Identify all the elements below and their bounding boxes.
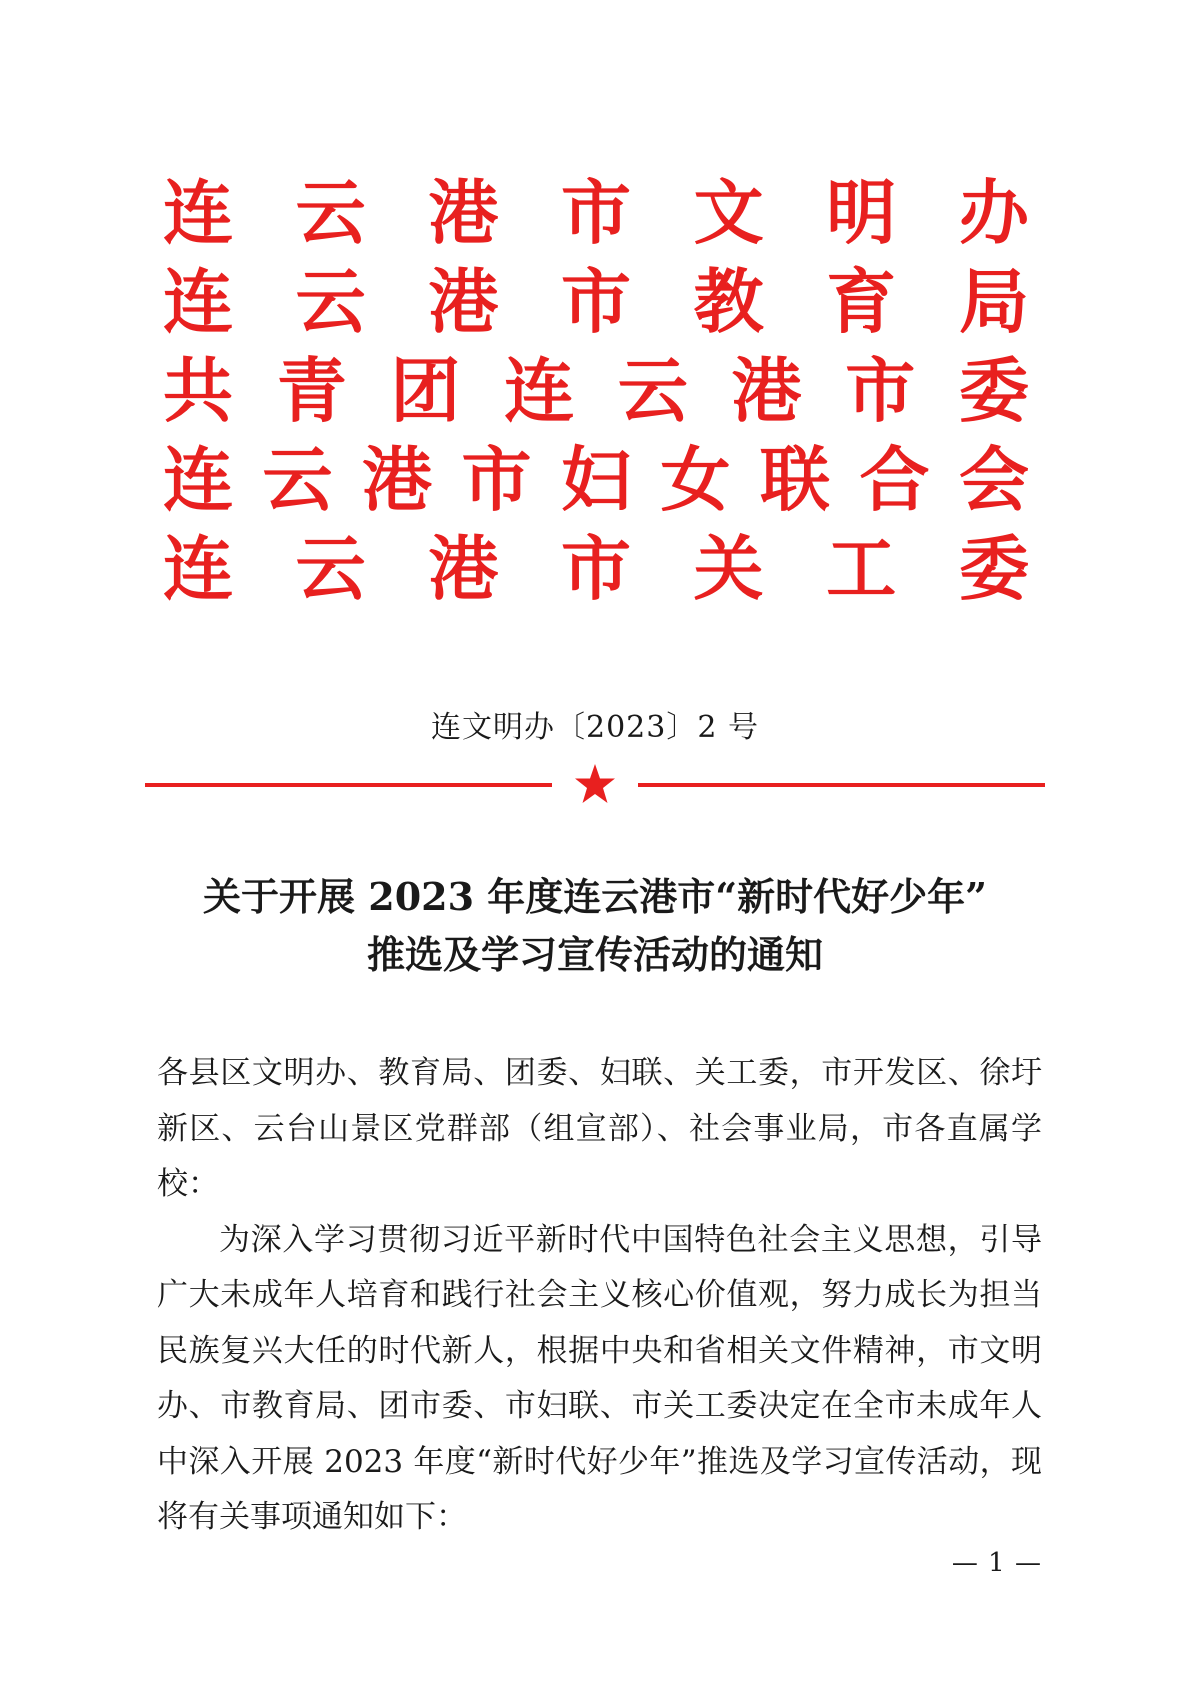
issuer-char: 港 [362, 438, 432, 521]
issuer-char: 连 [163, 171, 233, 254]
issuer-char: 团 [390, 349, 461, 432]
issuer-row [163, 524, 1029, 613]
issuer-char: 女 [660, 438, 731, 521]
issuer-char: 明 [826, 171, 897, 254]
issuer-char: 港 [428, 527, 499, 610]
issuer-char: 连 [504, 349, 575, 432]
title-line-1: 关于开展 2023 年度连云港市“新时代好少年” [203, 874, 987, 919]
issuer-char: 云 [295, 260, 366, 343]
divider-line-right [638, 783, 1045, 787]
issuer-char: 连 [163, 438, 233, 521]
issuer-char: 工 [826, 527, 897, 610]
issuer-char: 云 [617, 349, 688, 432]
issuer-char: 合 [859, 438, 930, 521]
issuer-char: 会 [959, 438, 1029, 521]
issuer-row [163, 168, 1029, 257]
issuer-char: 连 [163, 527, 233, 610]
issuer-char: 教 [693, 260, 764, 343]
issuer-char: 局 [958, 260, 1029, 343]
issuer-char: 市 [560, 171, 631, 254]
issuer-char: 委 [958, 527, 1029, 610]
recipients: 各县区文明办、教育局、团委、妇联、关工委，市开发区、徐圩新区、云台山景区党群部（组宣部）、社会事业局，市各直属学校： [157, 1055, 1042, 1202]
issuer-char: 云 [295, 171, 366, 254]
issuer-char: 云 [262, 438, 333, 521]
issuer-char: 云 [295, 527, 366, 610]
title-line-2: 推选及学习宣传活动的通知 [366, 932, 823, 977]
issuer-char: 育 [826, 260, 897, 343]
issuer-row [163, 435, 1029, 524]
issuer-char: 市 [461, 438, 532, 521]
issuer-row [163, 257, 1029, 346]
star-icon [573, 762, 617, 806]
issuer-char: 港 [428, 260, 499, 343]
issuer-char: 联 [760, 438, 830, 521]
document-body [157, 1046, 1042, 1546]
document-title [0, 868, 1190, 984]
issuer-char: 关 [693, 527, 764, 610]
issuer-char: 港 [428, 171, 499, 254]
issuer-char: 市 [560, 260, 631, 343]
issuer-row [163, 346, 1029, 435]
issuer-char: 共 [163, 349, 233, 432]
issuer-char: 港 [731, 349, 802, 432]
document-number: 连文明办〔2023〕2 号 [431, 710, 759, 745]
issuer-char: 妇 [561, 438, 631, 521]
issuer-char: 青 [276, 349, 347, 432]
issuer-char: 委 [958, 349, 1029, 432]
issuer-char: 文 [693, 171, 764, 254]
issuer-char: 连 [163, 260, 233, 343]
issuing-authorities [163, 168, 1029, 613]
page-number: — 1 — [951, 1548, 1042, 1578]
issuer-char: 市 [845, 349, 916, 432]
issuer-char: 办 [958, 171, 1029, 254]
red-divider [145, 770, 1045, 810]
body-paragraph: 为深入学习贯彻习近平新时代中国特色社会主义思想，引导广大未成年人培育和践行社会主义核心价值观，努力成长为担当民族复兴大任的时代新人，根据中央和省相关文件精神，市文明办、市教育局、团市委、市妇联、市关工委决定在全市未成年人中深入开展 2023 年度“新时代好少年”推选及学习宣传活动，现将有关事项通知如下： [157, 1221, 1042, 1535]
divider-line-left [145, 783, 552, 787]
issuer-char: 市 [560, 527, 631, 610]
